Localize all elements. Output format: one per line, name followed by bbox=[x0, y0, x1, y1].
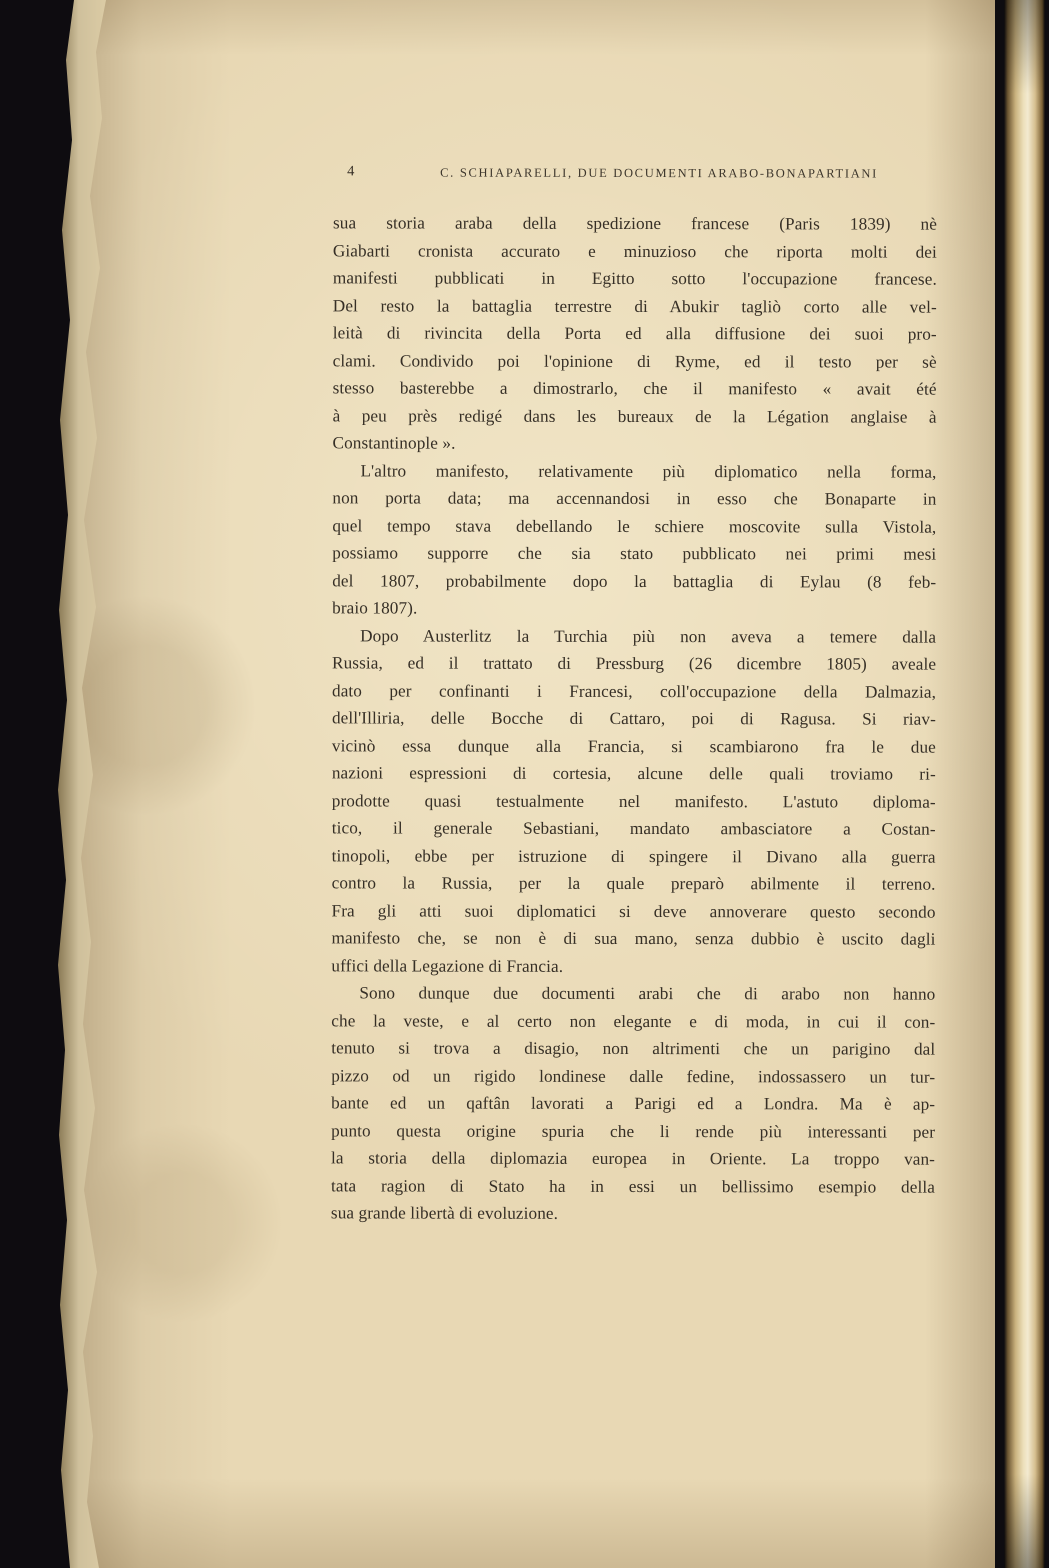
text-line: quel tempo stava debellando le schiere moscovite sulla Vistola, bbox=[332, 515, 937, 537]
running-title: C. SCHIAPARELLI, DUE DOCUMENTI ARABO-BONAPARTIANI bbox=[440, 165, 879, 181]
text-line: uffici della Legazione di Francia. bbox=[331, 955, 564, 976]
text-line: tata ragion di Stato ha in essi un bellissimo esempio della bbox=[330, 1175, 935, 1197]
text-line: nazioni espressioni di cortesia, alcune delle quali troviamo ri- bbox=[331, 763, 936, 784]
text-line: stesso basterebbe a dimostrarlo, che il manifesto « avait été bbox=[332, 378, 937, 399]
text-line: L'altro manifesto, relativamente più diplomatico nella forma, bbox=[360, 460, 937, 482]
text-line: manifesto che, se non è di sua mano, senza dubbio è uscito dagli bbox=[331, 928, 936, 949]
text-line: prodotte quasi testualmente nel manifesto. L'astuto diploma- bbox=[331, 790, 936, 812]
text-line: bante ed un qaftân lavorati a Parigi ed a Londra. Ma è ap- bbox=[331, 1093, 936, 1114]
text-line: tinopoli, ebbe per istruzione di spingere il Divano alla guerra bbox=[331, 845, 936, 867]
page-number: 4 bbox=[347, 163, 355, 180]
text-line: dato per confinanti i Francesi, coll'occupazione della Dalmazia, bbox=[331, 680, 937, 702]
text-line: braio 1807). bbox=[332, 598, 418, 618]
running-header bbox=[333, 161, 937, 184]
text-line: tico, il generale Sebastiani, mandato ambasciatore a Costan- bbox=[331, 818, 936, 839]
text-line: manifesti pubblicati in Egitto sotto l'occupazione francese. bbox=[332, 268, 937, 289]
text-line: dell'Illiria, delle Bocche di Cattaro, poi di Ragusa. Si riav- bbox=[331, 708, 936, 729]
text-line: sua grande libertà di evoluzione. bbox=[330, 1203, 559, 1223]
text-line: la storia della diplomazia europea in Oriente. La troppo van- bbox=[331, 1148, 936, 1169]
text-line: possiamo supporre che sia stato pubblicato nei primi mesi bbox=[332, 543, 937, 564]
text-line: Del resto la battaglia terrestre di Abukir tagliò corto alle vel- bbox=[332, 295, 937, 317]
text-line: clami. Condivido poi l'opinione di Ryme, ed il testo per sè bbox=[332, 350, 937, 372]
text-line: non porta data; ma accennandosi in esso che Bonaparte in bbox=[332, 488, 937, 509]
text-line: pizzo od un rigido londinese dalle fedine, indossassero un tur- bbox=[331, 1065, 936, 1087]
printed-area bbox=[331, 161, 937, 1228]
text-line: contro la Russia, per la quale preparò abilmente il terreno. bbox=[331, 873, 936, 894]
text-line: leità di rivincita della Porta ed alla diffusione dei suoi pro- bbox=[332, 323, 937, 344]
text-line: sua storia araba della spedizione francese (Paris 1839) nè bbox=[332, 213, 938, 234]
text-line: Sono dunque due documenti arabi che di arabo non hanno bbox=[359, 983, 936, 1004]
text-line: Russia, ed il trattato di Pressburg (26 dicembre 1805) aveale bbox=[332, 653, 937, 674]
text-line: vicinò essa dunque alla Francia, si scambiarono fra le due bbox=[331, 735, 936, 757]
page-body bbox=[331, 209, 937, 1228]
text-line: Giabarti cronista accurato e minuzioso che riporta molti dei bbox=[332, 240, 937, 262]
text-line: punto questa origine spuria che li rende più interessanti per bbox=[331, 1120, 936, 1142]
text-line: Constantinople ». bbox=[332, 433, 456, 453]
text-line: del 1807, probabilmente dopo la battaglia di Eylau (8 feb- bbox=[332, 570, 937, 592]
text-line: che la veste, e al certo non elegante e di moda, in cui il con- bbox=[331, 1010, 936, 1032]
text-line: Dopo Austerlitz la Turchia più non aveva a temere dalla bbox=[360, 625, 937, 647]
text-line: Fra gli atti suoi diplomatici si deve annoverare questo secondo bbox=[331, 900, 936, 922]
adjacent-page-edge bbox=[1004, 0, 1045, 1568]
text-line: à peu près redigé dans les bureaux de la Légation anglaise à bbox=[332, 405, 937, 427]
text-line: tenuto si trova a disagio, non altrimenti che un parigino dal bbox=[331, 1038, 936, 1059]
